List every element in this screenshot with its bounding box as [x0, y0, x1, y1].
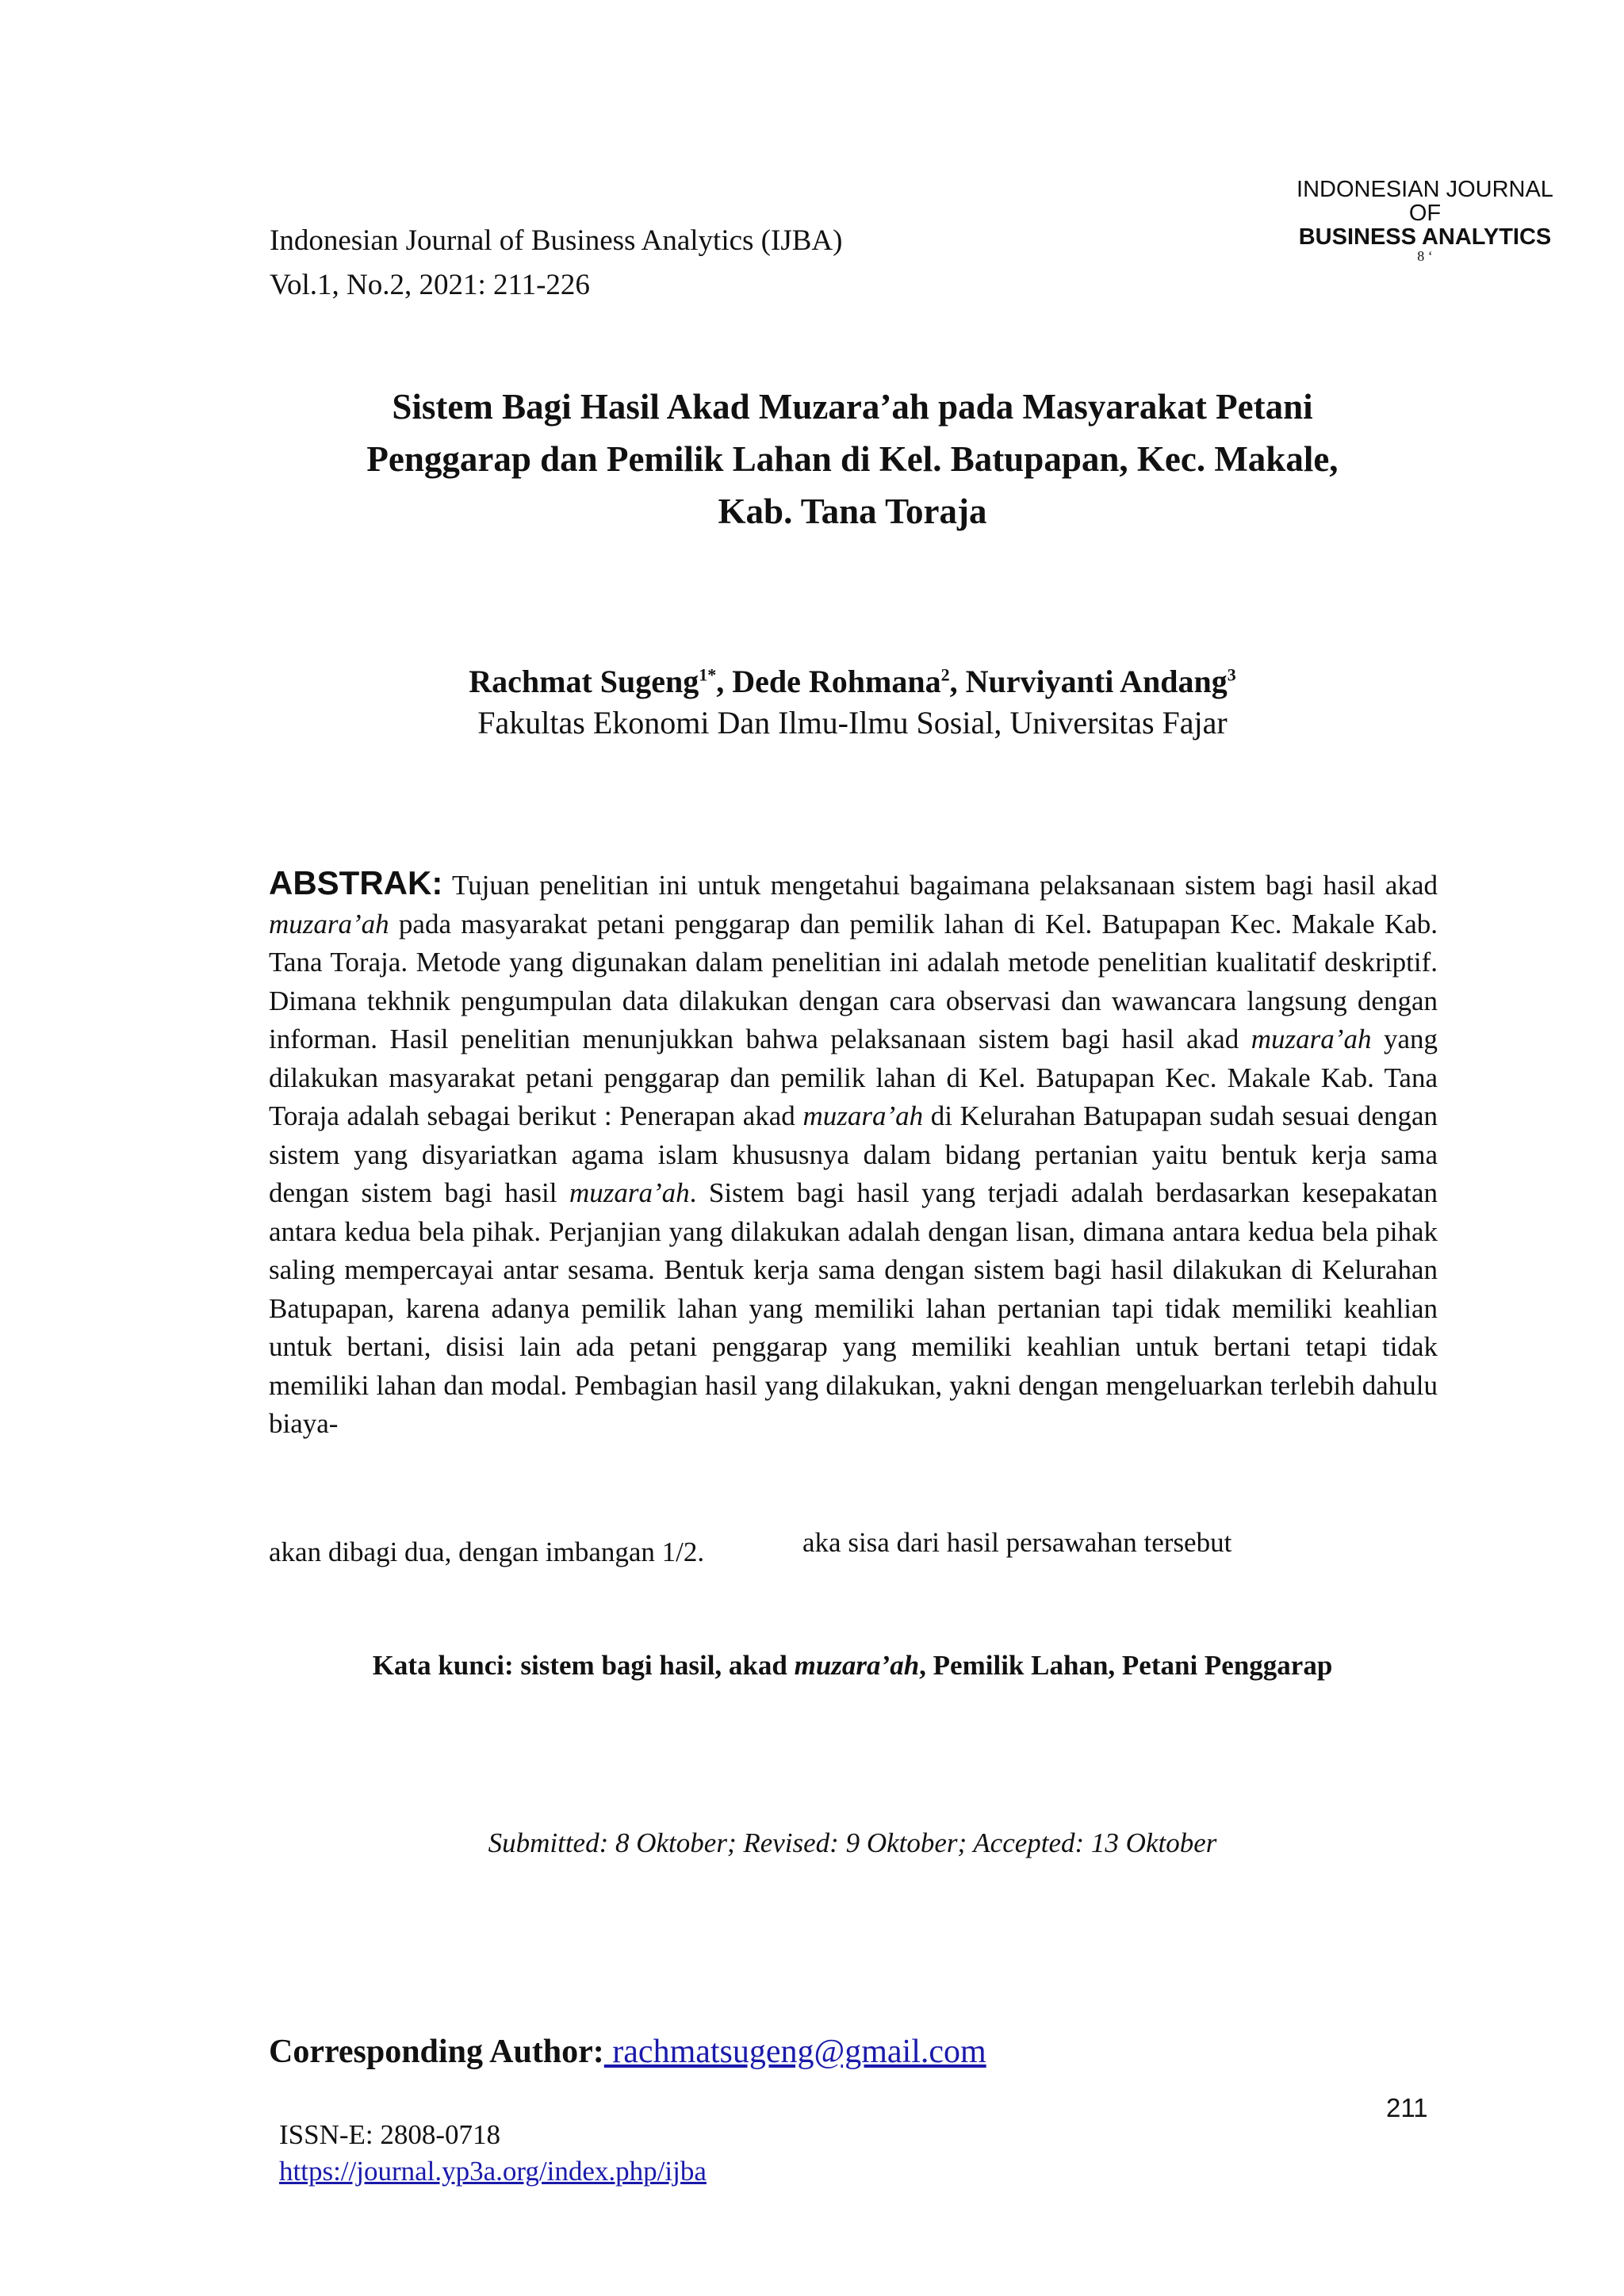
journal-url-link[interactable]: https://journal.yp3a.org/index.php/ijba — [279, 2156, 707, 2187]
page-number: 211 — [1386, 2093, 1428, 2122]
abstract-term: muzara’ah — [569, 1177, 690, 1208]
submission-dates: Submitted: 8 Oktober; Revised: 9 Oktober; Accepted: 13 Oktober — [488, 1827, 1217, 1858]
author-email-link[interactable]: rachmatsugeng@gmail.com — [603, 2034, 986, 2070]
abstract-text: pada masyarakat petani penggarap dan pemilik lahan di Kel. Batupapan Kec. Makale Kab. Tana Toraja. Metode yang digunakan dalam penelitian ini adalah metode penelitian kualitatif deskriptif. Dimana tekhnik pengumpulan data dilakukan dengan cara observasi dan wawancara langsung dengan informan. Hasil penelitian menunjukkan bahwa pelaksanaan sistem bagi hasil akad — [269, 908, 1438, 1054]
journal-citation — [270, 219, 842, 308]
abstract-text: di Kelurahan Batupapan sudah sesuai dengan sistem yang disyariatkan agama islam khususnya dalam bidang pertanian yaitu bentuk kerja sama dengan sistem bagi hasil — [269, 1100, 1438, 1208]
keywords-term: muzara’ah — [794, 1650, 920, 1681]
abstract — [269, 864, 1438, 1444]
corresponding-label: Corresponding Author: — [269, 2034, 604, 2070]
author-name: Nurviyanti Andang — [965, 664, 1228, 699]
logo-line-1: INDONESIAN JOURNAL — [1297, 177, 1553, 202]
footer — [279, 2117, 707, 2190]
journal-volume: Vol.1, No.2, 2021: 211-226 — [270, 269, 590, 301]
journal-name: Indonesian Journal of Business Analytics (IJBA) — [270, 224, 843, 257]
abstract-tail-fragment: aka sisa dari hasil persawahan tersebut — [802, 1527, 1232, 1558]
keywords-suffix: , Pemilik Lahan, Petani Penggarap — [919, 1650, 1333, 1681]
title-line-1: Sistem Bagi Hasil Akad Muzara’ah pada Masyarakat Petani — [392, 387, 1313, 427]
abstract-text: Tujuan penelitian ini untuk mengetahui bagaimana pelaksanaan sistem bagi hasil akad — [442, 870, 1438, 901]
author-name: Dede Rohmana — [732, 664, 941, 699]
corresponding-author — [269, 2028, 986, 2076]
abstract-last-line: akan dibagi dua, dengan imbangan 1/2. — [269, 1536, 705, 1567]
logo-line-3: BUSINESS ANALYTICS — [1298, 224, 1552, 250]
author-separator: , — [949, 664, 966, 699]
abstract-term: muzara’ah — [1251, 1024, 1372, 1054]
journal-logo — [1278, 178, 1572, 263]
abstract-term: muzara’ah — [802, 1100, 924, 1131]
author-separator: , — [716, 664, 733, 699]
issn: ISSN-E: 2808-0718 — [279, 2119, 501, 2150]
title-line-3: Kab. Tana Toraja — [718, 492, 987, 531]
author-mark: 3 — [1227, 664, 1236, 685]
abstract-label: ABSTRAK: — [269, 864, 443, 901]
paper-title — [198, 381, 1507, 538]
author-mark: 2 — [940, 664, 950, 685]
affiliation: Fakultas Ekonomi Dan Ilmu-Ilmu Sosial, Universitas Fajar — [477, 705, 1228, 740]
keywords-prefix: Kata kunci: sistem bagi hasil, akad — [372, 1650, 795, 1681]
abstract-text: yang dilakukan masyarakat petani penggarap dan pemilik lahan di Kel. Batupapan Kec. Makale Kab. Tana Toraja adalah sebagai berikut : Penerapan akad — [269, 1024, 1438, 1131]
author-name: Rachmat Sugeng — [469, 664, 699, 699]
author-mark: 1* — [699, 664, 717, 685]
author-list — [198, 660, 1507, 704]
logo-mark: 8 ‘ — [1417, 248, 1433, 264]
abstract-term: muzara’ah — [269, 908, 389, 939]
logo-line-2: OF — [1408, 201, 1442, 226]
keywords — [198, 1646, 1507, 1686]
abstract-text: . Sistem bagi hasil yang terjadi adalah berdasarkan kesepakatan antara kedua bela pihak. Perjanjian yang dilakukan adalah dengan lisan, dimana antara kedua bela pihak saling mempercayai antar sesama. Bentuk kerja sama dengan sistem bagi hasil dilakukan di Kelurahan Batupapan, karena adanya pemilik lahan yang memiliki lahan pertanian tapi tidak memiliki keahlian untuk bertani, disisi lain ada petani penggarap yang memiliki keahlian untuk bertani tetapi tidak memiliki lahan dan modal. Pembagian hasil yang dilakukan, yakni dengan mengeluarkan terlebih dahulu biaya- — [269, 1177, 1438, 1439]
title-line-2: Penggarap dan Pemilik Lahan di Kel. Batupapan, Kec. Makale, — [366, 439, 1339, 479]
